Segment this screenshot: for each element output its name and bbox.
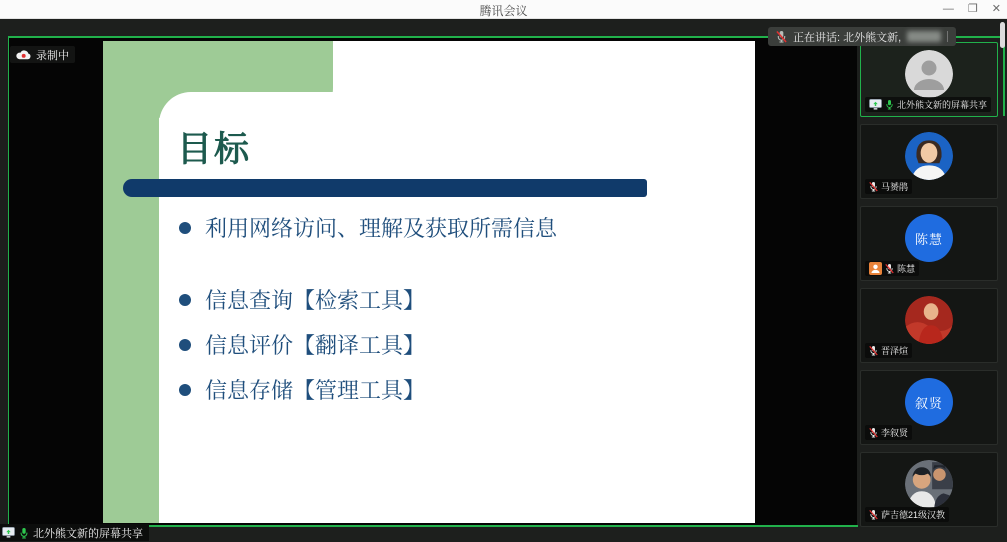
participant-name: 李叙贤	[881, 428, 909, 438]
participant-name-chip	[865, 343, 912, 358]
participant-name: 萨吉德21级汉教	[881, 510, 946, 520]
presentation-slide	[103, 41, 755, 523]
participant-name: 陈慧	[897, 264, 916, 274]
blurred-name	[907, 31, 941, 42]
bullet-item	[179, 374, 425, 405]
participant-name-chip	[865, 425, 912, 440]
minimize-icon[interactable]: —	[942, 3, 954, 15]
mic-muted-icon	[869, 181, 878, 192]
participant-avatar: 叙贤	[905, 378, 953, 426]
mic-on-icon	[885, 99, 894, 110]
scrollbar-thumb[interactable]	[1000, 22, 1005, 48]
participant-avatar: 陈慧	[905, 214, 953, 262]
bullet-list-secondary	[179, 284, 425, 405]
bullet-dot	[179, 384, 191, 396]
bullet-item	[179, 284, 425, 315]
mic-muted-icon	[869, 427, 878, 438]
bullet-dot	[179, 339, 191, 351]
participant-tile[interactable]	[860, 206, 998, 281]
mic-muted-icon	[776, 30, 787, 43]
participant-tile[interactable]	[860, 42, 998, 117]
participant-avatar	[905, 132, 953, 180]
screen-share-icon	[2, 527, 15, 538]
bullet-dot	[179, 294, 191, 306]
recording-label: 录制中	[36, 49, 69, 62]
speaking-banner	[768, 27, 956, 46]
participant-tile[interactable]	[860, 124, 998, 199]
bullet-dot	[179, 222, 191, 234]
share-border-right	[1003, 36, 1005, 116]
divider	[947, 31, 948, 42]
bullet-item	[179, 329, 425, 360]
bullet-text: 利用网络访问、理解及获取所需信息	[205, 216, 558, 241]
participant-name-chip	[865, 507, 949, 522]
participant-name: 晋泽煊	[881, 346, 909, 356]
mic-muted-icon	[869, 509, 878, 520]
bullet-text: 信息评价【翻译工具】	[205, 333, 426, 358]
bullet-text: 信息查询【检索工具】	[205, 288, 426, 313]
bullet-text: 信息存储【管理工具】	[205, 378, 426, 403]
cloud-record-icon	[16, 49, 31, 60]
mic-muted-icon	[869, 345, 878, 356]
participant-name: 马赟鹃	[881, 182, 909, 192]
restore-icon[interactable]: ❐	[967, 3, 978, 15]
participant-tile[interactable]	[860, 452, 998, 527]
participant-name-chip	[865, 97, 991, 112]
speaking-label: 正在讲话: 北外熊文新,	[793, 31, 902, 44]
participant-tile[interactable]	[860, 288, 998, 363]
member-badge-icon	[869, 262, 882, 275]
mic-muted-icon	[885, 263, 894, 274]
window-controls	[943, 1, 1001, 17]
participant-name: 北外熊文新的屏幕共享	[897, 100, 988, 110]
close-icon[interactable]: ✕	[991, 3, 1001, 15]
participant-tile[interactable]	[860, 370, 998, 445]
title-bar	[0, 0, 1007, 19]
bullet-item	[179, 212, 557, 243]
participant-name-chip	[865, 179, 912, 194]
participant-name-chip	[865, 261, 919, 276]
mic-on-icon	[19, 527, 29, 539]
screen-share-icon	[869, 99, 882, 110]
window-title: 腾讯会议	[479, 4, 528, 18]
recording-indicator[interactable]	[10, 46, 75, 63]
bullet-list-primary	[179, 212, 557, 243]
slide-accent-bar	[123, 179, 647, 197]
share-banner-label: 北外熊文新的屏幕共享	[33, 527, 143, 540]
share-banner	[0, 524, 149, 541]
participant-avatar	[905, 50, 953, 98]
participant-avatar	[905, 460, 953, 508]
slide-title: 目标	[177, 130, 252, 169]
participant-avatar	[905, 296, 953, 344]
